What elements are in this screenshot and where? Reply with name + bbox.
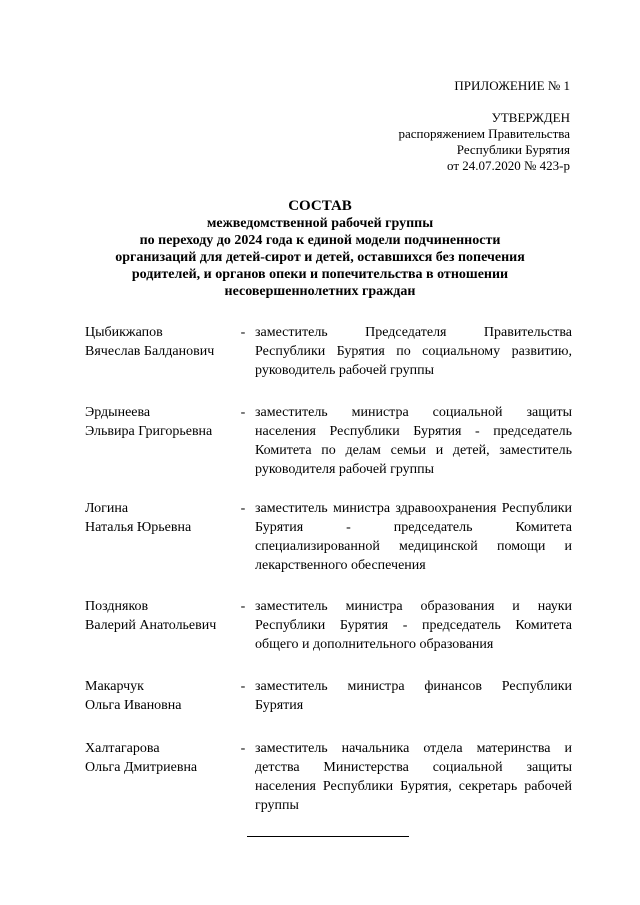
approved-date: от 24.07.2020 № 423-р	[447, 158, 570, 173]
title-main: СОСТАВ	[288, 198, 352, 214]
member-role: заместитель начальника отдела материнства и детства Министерства социальной защиты населения Республики Бурятия, секретарь рабочей группы	[255, 741, 572, 813]
member-dash: -	[240, 325, 246, 340]
member-dash: -	[240, 741, 246, 756]
title-line-4: родителей, и органов опеки и попечительства в отношении	[131, 267, 509, 282]
title-line-3: организаций для детей-сирот и детей, оставшихся без попечения	[115, 250, 525, 265]
member-dash: -	[240, 599, 246, 614]
member-given-name: Валерий Анатольевич	[85, 618, 217, 633]
document-title	[60, 197, 580, 300]
member-name	[85, 403, 235, 441]
closing-separator-line	[247, 836, 409, 837]
member-role: заместитель министра образования и науки Республики Бурятия - председатель Комитета общего и дополнительного образования	[255, 599, 572, 652]
member-role: заместитель министра социальной защиты населения Республики Бурятия - председатель Комитета по делам семьи и детей, заместитель руководителя рабочей группы	[255, 405, 572, 477]
member-name	[85, 677, 235, 715]
member-name	[85, 323, 235, 361]
member-surname: Макарчук	[85, 679, 144, 694]
member-name	[85, 499, 235, 537]
approved-by-line-1: распоряжением Правительства	[398, 126, 570, 141]
member-role: заместитель Председателя Правительства Республики Бурятия по социальному развитию, руководитель рабочей группы	[255, 325, 572, 378]
member-name	[85, 739, 235, 777]
title-line-5: несовершеннолетних граждан	[224, 284, 416, 299]
member-given-name: Ольга Дмитриевна	[85, 760, 198, 775]
title-line-2: по переходу до 2024 года к единой модели подчиненности	[139, 233, 501, 248]
member-dash: -	[240, 405, 246, 420]
member-dash: -	[240, 679, 246, 694]
approval-block	[398, 110, 570, 174]
member-role: заместитель министра финансов Республики Бурятия	[255, 679, 572, 713]
member-dash: -	[240, 501, 246, 516]
member-surname: Поздняков	[85, 599, 149, 614]
member-given-name: Вячеслав Балданович	[85, 344, 215, 359]
title-line-1: межведомственной рабочей группы	[206, 216, 434, 231]
member-surname: Логина	[85, 501, 129, 516]
member-surname: Эрдынеева	[85, 405, 151, 420]
member-role: заместитель министра здравоохранения Республики Бурятия - председатель Комитета специализированной медицинской помощи и лекарственного обеспечения	[255, 501, 572, 573]
approved-by-line-2: Республики Бурятия	[456, 142, 570, 157]
member-name	[85, 597, 235, 635]
appendix-label: ПРИЛОЖЕНИЕ № 1	[454, 78, 570, 93]
member-given-name: Эльвира Григорьевна	[85, 424, 213, 439]
approved-label: УТВЕРЖДЕН	[491, 110, 570, 125]
member-surname: Халтагарова	[85, 741, 160, 756]
member-given-name: Ольга Ивановна	[85, 698, 182, 713]
member-given-name: Наталья Юрьевна	[85, 520, 192, 535]
member-surname: Цыбикжапов	[85, 325, 163, 340]
